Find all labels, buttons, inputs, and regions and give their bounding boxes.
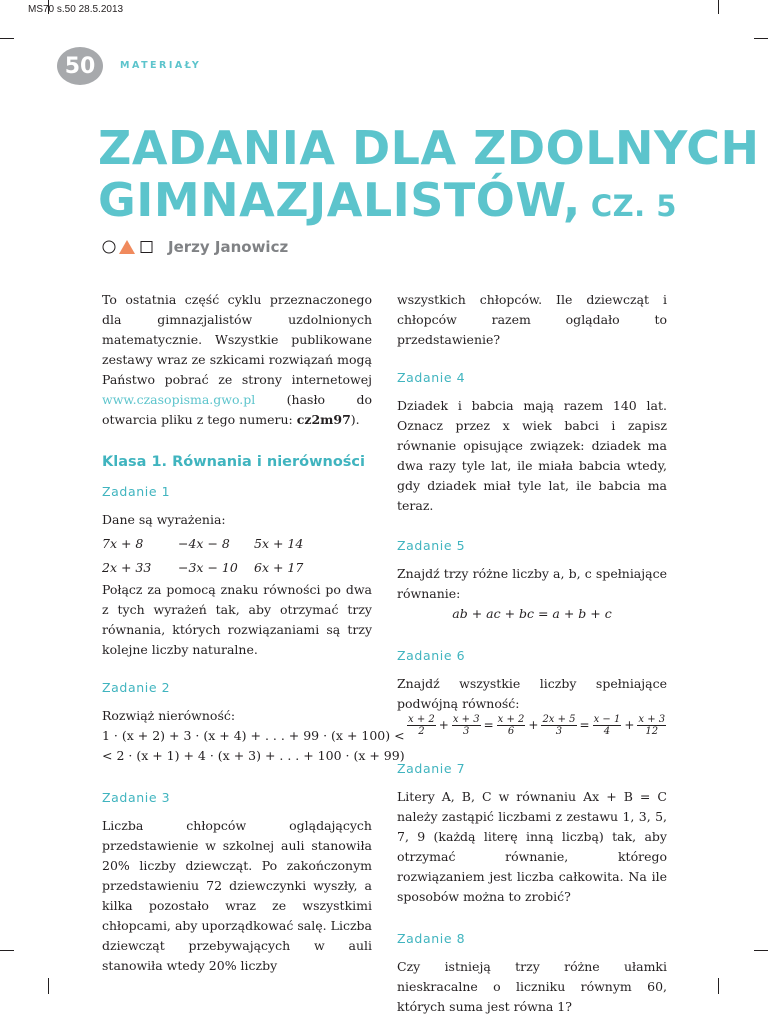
task-1-heading: Zadanie 1 [102,484,171,499]
intro-text-3: ). [350,412,360,427]
intro-text-2: (hasło do otwarcia pliku z tego numeru: [102,392,372,427]
fraction [452,714,481,737]
task-1-text: Połącz za pomocą znaku równości po dwa z tych wyrażeń tak, aby otrzymać trzy równania, których rozwiązaniami są trzy kolejne liczby naturalne. [102,582,372,657]
denominator: 3 [555,726,563,737]
inequality-line-1: 1 · (x + 2) + 3 · (x + 4) + . . . + 99 · (x + 100) < [102,728,405,743]
intro-text: To ostatnia część cyklu przeznaczonego dla gimnazjalistów uzdolnionych matematycznie. Wszystkie publikowane zestawy wraz ze szkicami rozwiązań mogą Państwo pobrać ze strony internetowej [102,292,372,387]
left-column [102,288,405,976]
task-5-text: Znajdź trzy różne liczby a, b, c spełniające równanie: [397,566,667,601]
task-7-text: Litery A, B, C w równaniu Ax + B = C należy zastąpić liczbami z zestawu 1, 3, 5, 7, 9 (każdą literę inną liczbą) tak, aby otrzymać równanie, którego rozwiązaniem jest liczba całkowita. Na ile sposobów można to zrobić? [397,789,667,904]
task-6-heading: Zadanie 6 [397,648,466,663]
denominator: 3 [463,726,470,737]
crop-mark [0,38,14,39]
intro-paragraph [102,290,372,430]
denominator: 2 [418,726,425,737]
website-link[interactable]: www.czasopisma.gwo.pl [102,392,256,407]
denominator: 12 [645,726,659,737]
author: Jerzy Janowicz [168,238,289,256]
crop-mark [48,978,49,994]
crop-mark [718,0,719,14]
numerator: x − 1 [593,714,621,725]
page-number: 50 [57,47,103,85]
expression: −4x − 8 [178,536,230,551]
level-icons [101,239,159,255]
inequality-line-2: < 2 · (x + 1) + 4 · (x + 3) + . . . + 100 · (x + 99) [102,748,405,763]
denominator: 4 [603,726,611,737]
print-slug: MS70 s.50 28.5.2013 [28,4,124,15]
crop-mark [0,950,14,951]
fraction [593,714,622,737]
title-part: CZ. 5 [590,189,677,223]
task-2-intro: Rozwiąż nierówność: [102,708,236,723]
fraction [541,714,576,737]
task-5-heading: Zadanie 5 [397,538,466,553]
denominator: 6 [507,726,515,737]
title-line-2 [98,174,759,232]
article-title [98,122,759,232]
task-3-text: Liczba chłopców oglądających przedstawienie w szkolnej auli stanowiła 20% liczby dziewcząt. Po zakończonym przedstawieniu 72 dziewczynki wyszły, a kilka pozostało wraz ze wszystkimi chłopcami, aby uporządkować salę. Liczba dziewcząt przebywających w auli stanowiła wtedy 20% liczby [102,818,372,973]
numerator: x + 2 [408,714,435,725]
square-icon [141,242,152,253]
double-equation: $\frac{x + 2}{2}$ + $\frac{x + 3}{3}$ = $\frac{x + 2}{6}$ + $\frac{2x + 5}{3}$ = $\frac{x - 1}{4}$ + $\frac{x + 3}{12}$ [408,714,666,737]
crop-mark [718,978,719,994]
password: cz2m97 [296,412,351,427]
expression: 2x + 33 [102,560,152,575]
fraction [637,714,666,737]
task-3-continuation: wszystkich chłopców. Ile dziewcząt i chłopców razem oglądało to przedstawienie? [397,292,667,347]
fraction [497,714,526,737]
class-heading: Klasa 1. Równania i nierówności [102,454,365,470]
expression-grid [102,534,372,578]
title-line-1: ZADANIA DLA ZDOLNYCH [98,121,760,175]
task-4-heading: Zadanie 4 [397,370,466,385]
numerator: x + 2 [497,714,525,725]
numerator: 2x + 5 [542,714,576,725]
triangle-icon [119,240,135,254]
numerator: x + 3 [638,714,666,725]
task-1-intro: Dane są wyrażenia: [102,512,226,527]
task-2-heading: Zadanie 2 [102,680,171,695]
expression: 7x + 8 [102,536,144,551]
title-line-2-text: GIMNAZJALISTÓW, [98,173,581,227]
numerator: x + 3 [452,714,480,725]
expression: 6x + 17 [254,560,304,575]
right-column [397,288,667,1017]
section-label: MATERIAŁY [120,60,202,71]
crop-mark [754,38,768,39]
task-4-text: Dziadek i babcia mają razem 140 lat. Oznacz przez x wiek babci i zapisz równanie opisujące związek: dziadek ma dwa razy tyle lat, ile miała babcia wtedy, gdy dziadek miał tyle lat, ile babcia ma teraz. [397,398,667,513]
crop-mark [754,950,768,951]
circle-icon [103,241,115,253]
task-7-heading: Zadanie 7 [397,761,466,776]
task-5-equation: ab + ac + bc = a + b + c [452,606,612,621]
task-8-text: Czy istnieją trzy różne ułamki nieskracalne o liczniku równym 60, których suma jest równa 1? [397,959,667,1014]
fraction [407,714,436,737]
task-3-heading: Zadanie 3 [102,790,171,805]
task-8-heading: Zadanie 8 [397,931,466,946]
expression: 5x + 14 [254,536,304,551]
expression: −3x − 10 [178,560,238,575]
task-6-text: Znajdź wszystkie liczby spełniające podwójną równość: [397,676,667,711]
